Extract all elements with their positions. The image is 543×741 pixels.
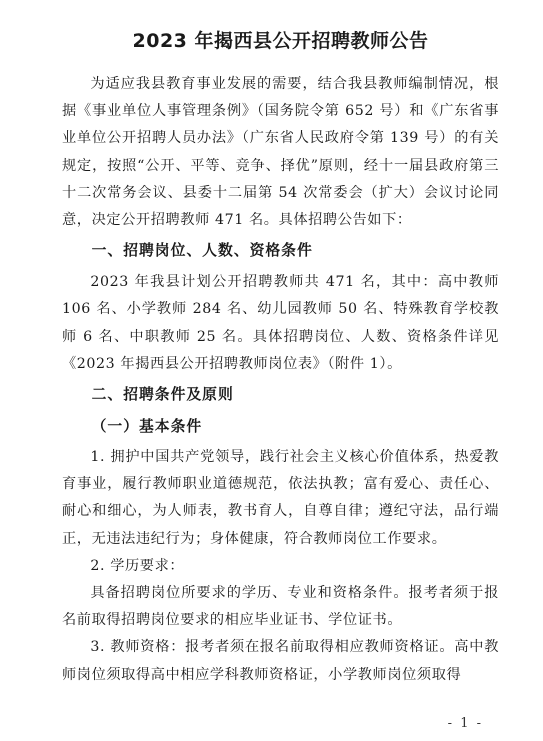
section1-paragraph: 2023 年我县计划公开招聘教师共 471 名，其中：高中教师 106 名、小学教师 284 名、幼儿园教师 50 名、特殊教育学校教师 6 名、中职教师 25 名。具体招聘岗位、人数、资格条件详见《2023 年揭西县公开招聘教师岗位表》（附件 1）。 bbox=[62, 274, 499, 372]
intro-paragraph: 为适应我县教育事业发展的需要，结合我县教师编制情况，根据《事业单位人事管理条例》（国务院令第 652 号）和《广东省事业单位公开招聘人员办法》（广东省人民政府令第 139 号）的有关规定，按照“公开、平等、竞争、择优”原则，经十一届县政府第三十二次常务会议、县委十二届第 54 次常委会（扩大）会议讨论同意，决定公开招聘教师 471 名。具体招聘公告如下： bbox=[62, 76, 499, 229]
document-title: 2023 年揭西县公开招聘教师公告 bbox=[132, 30, 429, 52]
condition-item-2-title: 2. 学历要求： bbox=[90, 557, 185, 574]
condition-item-1: 1. 拥护中国共产党领导，践行社会主义核心价值体系，热爱教育事业，履行教师职业道德规范，依法执教；富有爱心、责任心、耐心和细心，为人师表，教书育人，自尊自律；遵纪守法，品行端正，无违法违纪行为；身体健康，符合教师岗位工作要求。 bbox=[62, 449, 499, 547]
condition-item-3: 3. 教师资格：报考者须在报名前取得相应教师资格证。高中教师岗位须取得高中相应学科教师资格证，小学教师岗位须取得 bbox=[62, 639, 499, 683]
section1-heading: 一、招聘岗位、人数、资格条件 bbox=[91, 242, 313, 260]
condition-item-2-body: 具备招聘岗位所要求的学历、专业和资格条件。报考者须于报名前取得招聘岗位要求的相应毕业证书、学位证书。 bbox=[62, 585, 499, 629]
page-number: - 1 - bbox=[447, 716, 483, 731]
basic-conditions-heading: （一）基本条件 bbox=[91, 418, 203, 436]
section2-heading: 二、招聘条件及原则 bbox=[91, 386, 234, 404]
